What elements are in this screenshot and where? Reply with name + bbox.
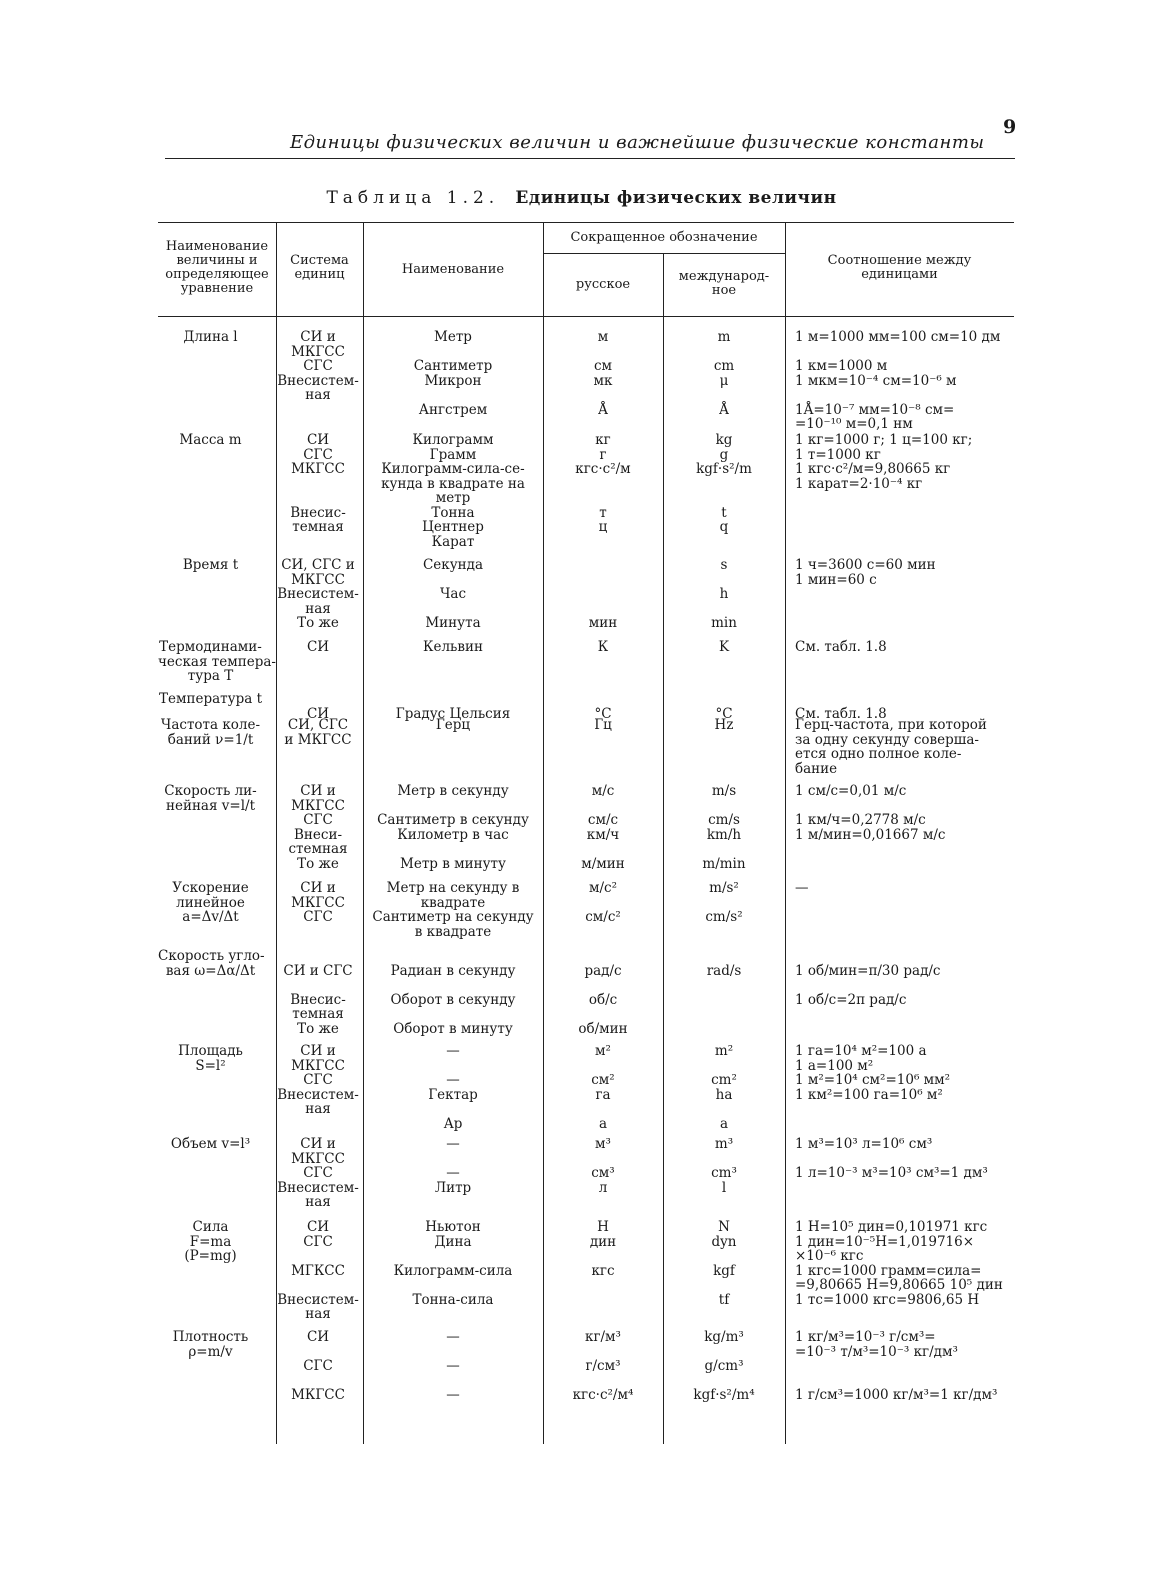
- international-abbr-cell: kg g kgf·s²/m t q: [696, 432, 752, 535]
- relation-cell: 1 кг=1000 г; 1 ц=100 кг; 1 т=1000 кг 1 кгс·с²/м=9,80665 кг 1 карат=2·10⁻⁴ кг: [795, 432, 973, 492]
- unit-name-cell: Метр в секунду Сантиметр в секунду Километр в час Метр в минуту: [377, 783, 529, 872]
- quantity-cell: Температура t: [159, 691, 262, 707]
- system-cell: СИ: [306, 705, 330, 722]
- caption-label: Таблица 1.2.: [326, 188, 500, 208]
- russian-abbr-cell: °C: [594, 705, 612, 722]
- relation-cell: См. табл. 1.8: [795, 705, 887, 722]
- header-name: Наименование: [401, 262, 505, 277]
- international-abbr-cell: s h min: [711, 557, 737, 631]
- international-abbr-cell: m/s cm/s km/h m/min: [702, 783, 746, 872]
- unit-name-cell: Килограмм Грамм Килограмм-сила-се- кунда в квадрате на метр Тонна Центнер Карат: [381, 432, 525, 550]
- header-rule: [165, 158, 1015, 159]
- quantity-cell: Площадь S=l²: [178, 1043, 243, 1074]
- quantity-cell: Сила F=ma (P=mg): [184, 1219, 237, 1264]
- quantity-cell: Скорость угло- вая ω=Δα/Δt: [158, 948, 265, 979]
- relation-cell: См. табл. 1.8: [795, 639, 887, 655]
- system-cell: СИ СГС МКГСС Внесис- темная: [290, 432, 346, 535]
- quantity-cell: Время t: [182, 557, 239, 573]
- russian-abbr-cell: м см мк Å: [593, 329, 613, 418]
- unit-name-cell: Радиан в секунду Оборот в секунду Оборот в минуту: [390, 962, 516, 1037]
- quantity-cell: Плотность ρ=m/v: [172, 1329, 249, 1360]
- russian-abbr-cell: м/с² см/с²: [585, 880, 621, 925]
- relation-cell: 1 об/мин=π/30 рад/с 1 об/с=2π рад/с: [795, 962, 941, 1008]
- system-cell: СИ и МКГСС СГС Внесистем- ная: [277, 329, 359, 403]
- header-abbr: Сокращенное обозначение: [570, 230, 758, 245]
- table-top-rule: [158, 222, 1014, 223]
- system-cell: СИ: [306, 639, 330, 655]
- relation-cell: 1 м³=10³ л=10⁶ см³ 1 л=10⁻³ м³=10³ см³=1 дм³: [795, 1136, 988, 1181]
- international-abbr-cell: Hz: [714, 717, 734, 733]
- relation-cell: 1 м=1000 мм=100 см=10 дм 1 км=1000 м 1 мкм=10⁻⁴ см=10⁻⁶ м 1Å=10⁻⁷ мм=10⁻⁸ см= =10⁻¹⁰ м=0,1 нм: [795, 329, 1001, 432]
- relation-cell: Герц-частота, при которой за одну секунду соверша- ется одно полное коле- бание: [795, 717, 987, 777]
- russian-abbr-cell: м² см² га а: [591, 1043, 615, 1132]
- international-abbr-cell: N dyn kgf tf: [711, 1219, 737, 1308]
- international-abbr-cell: °C: [715, 705, 733, 722]
- russian-abbr-cell: К: [597, 639, 609, 655]
- russian-abbr-cell: Гц: [594, 717, 612, 733]
- relation-cell: 1 кг/м³=10⁻³ г/см³= =10⁻³ т/м³=10⁻³ кг/дм³ 1 г/см³=1000 кг/м³=1 кг/дм³: [795, 1329, 998, 1403]
- international-abbr-cell: kg/m³ g/cm³ kgf·s²/m⁴: [693, 1329, 755, 1403]
- header-system: Система единиц: [290, 253, 349, 282]
- system-cell: СИ и МКГСС СГС Внеси- стемная То же: [288, 783, 348, 872]
- system-cell: СИ СГС МГКСС Внесистем- ная: [277, 1219, 359, 1322]
- russian-abbr-cell: м/с см/с км/ч м/мин: [581, 783, 625, 872]
- header-international: международ- ное: [678, 269, 770, 298]
- header-quantity: Наименование величины и определяющее уравнение: [165, 239, 269, 296]
- international-abbr-cell: m/s² cm/s²: [705, 880, 743, 925]
- quantity-cell: Термодинами- ческая темпера- тура T: [158, 639, 276, 684]
- quantity-cell: Длина l: [183, 329, 238, 345]
- running-head: Единицы физических величин и важнейшие физические константы: [290, 132, 985, 153]
- unit-name-cell: Секунда Час Минута: [422, 557, 484, 631]
- quantity-cell: Скорость ли- нейная v=l/t: [164, 783, 257, 814]
- system-cell: СИ, СГС и МКГСС Внесистем- ная То же: [277, 557, 359, 631]
- russian-abbr-cell: кг г кгс·с²/м т ц: [575, 432, 631, 535]
- header-relation: Соотношение между единицами: [827, 253, 972, 282]
- units-table: [158, 222, 1018, 1452]
- table-caption: [0, 188, 1163, 208]
- russian-abbr-cell: кг/м³ г/см³ кгс·с²/м⁴: [572, 1329, 634, 1403]
- relation-cell: 1 ч=3600 с=60 мин 1 мин=60 с: [795, 557, 936, 588]
- russian-abbr-cell: рад/с об/с об/мин: [578, 962, 628, 1037]
- col-divider: [785, 222, 786, 1444]
- caption-title: Единицы физических величин: [515, 188, 837, 208]
- unit-name-cell: Герц: [435, 717, 471, 733]
- unit-name-cell: — — Литр: [434, 1136, 472, 1196]
- unit-name-cell: Метр Сантиметр Микрон Ангстрем: [413, 329, 493, 418]
- system-cell: СИ и МКГСС СГС: [291, 880, 345, 925]
- header-russian: русское: [575, 277, 631, 292]
- quantity-cell: Масса m: [179, 432, 242, 448]
- unit-name-cell: — — —: [446, 1329, 460, 1403]
- international-abbr-cell: m³ cm³ l: [711, 1136, 737, 1196]
- international-abbr-cell: m cm μ Å: [713, 329, 735, 418]
- unit-name-cell: Кельвин: [423, 639, 483, 655]
- unit-name-cell: — — Гектар Ар: [428, 1043, 478, 1132]
- relation-cell: 1 см/с=0,01 м/с 1 км/ч=0,2778 м/с 1 м/мин=0,01667 м/с: [795, 783, 946, 843]
- system-cell: СИ и СГС Внесис- темная То же: [283, 962, 353, 1037]
- unit-name-cell: Градус Цельсия: [395, 705, 511, 722]
- abbr-sub-rule: [543, 253, 785, 254]
- system-cell: СИ, СГС и МКГСС: [284, 717, 352, 748]
- quantity-cell: Объем v=l³: [170, 1136, 251, 1152]
- relation-cell: —: [795, 880, 809, 896]
- international-abbr-cell: K: [718, 639, 730, 655]
- international-abbr-cell: m² cm² ha a: [711, 1043, 737, 1132]
- system-cell: СИ СГС МКГСС: [291, 1329, 345, 1403]
- russian-abbr-cell: м³ см³ л: [591, 1136, 615, 1196]
- russian-abbr-cell: Н дин кгс: [589, 1219, 617, 1279]
- unit-name-cell: Ньютон Дина Килограмм-сила Тонна-сила: [393, 1219, 513, 1308]
- header-bottom-rule: [158, 316, 1014, 317]
- relation-cell: 1 Н=10⁵ дин=0,101971 кгс 1 дин=10⁻⁵Н=1,019716× ×10⁻⁶ кгс 1 кгс=1000 грамм=сила= =9,80665 Н=9,80665 10⁵ дин 1 тс=1000 кгс=9806,65 Н: [795, 1219, 1003, 1308]
- system-cell: СИ и МКГСС СГС Внесистем- ная: [277, 1043, 359, 1117]
- russian-abbr-cell: мин: [588, 615, 618, 631]
- unit-name-cell: Метр на секунду в квадрате Сантиметр на секунду в квадрате: [372, 880, 534, 940]
- page-number: 9: [1003, 116, 1017, 138]
- relation-cell: 1 га=10⁴ м²=100 а 1 а=100 м² 1 м²=10⁴ см²=10⁶ мм² 1 км²=100 га=10⁶ м²: [795, 1043, 951, 1103]
- international-abbr-cell: rad/s: [706, 962, 742, 979]
- system-cell: СИ и МКГСС СГС Внесистем- ная: [277, 1136, 359, 1210]
- quantity-cell: Частота коле- баний ν=1/t: [160, 717, 261, 748]
- quantity-cell: Ускорение линейное a=Δv/Δt: [172, 880, 249, 925]
